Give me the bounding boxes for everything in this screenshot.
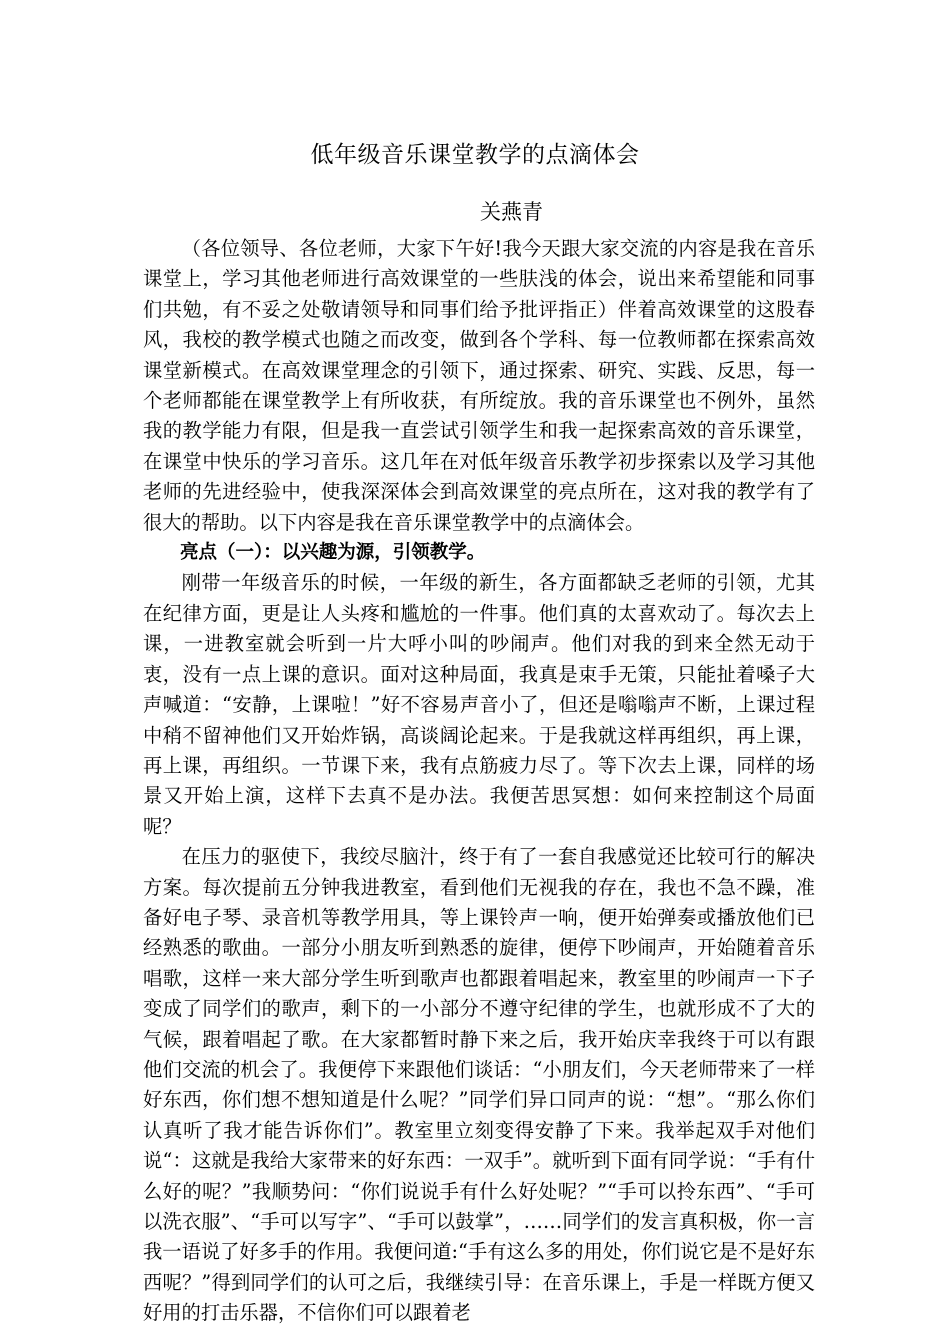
document-body — [143, 234, 815, 1329]
paragraph: 刚带一年级音乐的时候，一年级的新生，各方面都缺乏老师的引领，尤其在纪律方面，更是让人头疼和尴尬的一件事。他们真的太喜欢动了。每次去上课，一进教室就会听到一片大呼小叫的吵闹声。他们对我的到来全然无动于衷，没有一点上课的意识。面对这种局面，我真是束手无策，只能扯着嗓子大声喊道：“安静，上课啦！”好不容易声音小了，但还是嗡嗡声不断，上课过程中稍不留神他们又开始炸锅，高谈阔论起来。于是我就这样再组织，再上课，再上课，再组织。一节课下来，我有点筋疲力尽了。等下次去上课，同样的场景又开始上演，这样下去真不是办法。我便苦思冥想：如何来控制这个局面呢？ — [143, 571, 815, 838]
document-title: 低年级音乐课堂教学的点滴体会 — [310, 142, 640, 168]
paragraph-intro: （各位领导、各位老师，大家下午好!我今天跟大家交流的内容是我在音乐课堂上，学习其他老师进行高效课堂的一些肤浅的体会，说出来希望能和同事们共勉，有不妥之处敬请领导和同事们给予批评指正）伴着高效课堂的这股春风，我校的教学模式也随之而改变，做到各个学科、每一位教师都在探索高效课堂新模式。在高效课堂理念的引领下，通过探索、研究、实践、反思，每一个老师都能在课堂教学上有所收获，有所绽放。我的音乐课堂也不例外，虽然我的教学能力有限，但是我一直尝试引领学生和我一起探索高效的音乐课堂，在课堂中快乐的学习音乐。这几年在对低年级音乐教学初步探索以及学习其他老师的先进经验中，使我深深体会到高效课堂的亮点所在，这对我的教学有了很大的帮助。以下内容是我在音乐课堂教学中的点滴体会。 — [143, 237, 815, 534]
document-author: 关燕青 — [480, 200, 543, 224]
section-heading: 亮点（一）：以兴趣为源，引领教学。 — [180, 542, 486, 564]
paragraph: 在压力的驱使下，我绞尽脑汁，终于有了一套自我感觉还比较可行的解决方案。每次提前五分钟我进教室，看到他们无视我的存在，我也不急不躁，准备好电子琴、录音机等教学用具，等上课铃声一响，便开始弹奏或播放他们已经熟悉的歌曲。一部分小朋友听到熟悉的旋律，便停下吵闹声，开始随着音乐唱歌，这样一来大部分学生听到歌声也都跟着唱起来，教室里的吵闹声一下子变成了同学们的歌声，剩下的一小部分不遵守纪律的学生，也就形成不了大的气候，跟着唱起了歌。在大家都暂时静下来之后，我开始庆幸我终于可以有跟他们交流的机会了。我便停下来跟他们谈话：“小朋友们，今天老师带来了一样好东西，你们想不想知道是什么呢？”同学们异口同声的说：“想”。“那么你们认真听了我才能告诉你们”。教室里立刻变得安静了下来。我举起双手对他们说“：这就是我给大家带来的好东西：一双手”。就听到下面有同学说：“手有什么好的呢？”我顺势问：“你们说说手有什么好处呢？”“手可以拎东西”、“手可以洗衣服”、“手可以写字”、“手可以鼓掌”，……同学们的发言真积极，你一言我一语说了好多手的作用。我便问道:“手有这么多的用处，你们说它是不是好东西呢？”得到同学们的认可之后，我继续引导：在音乐课上，手是一样既方便又好用的打击乐器，不信你们可以跟着老 — [143, 845, 815, 1325]
